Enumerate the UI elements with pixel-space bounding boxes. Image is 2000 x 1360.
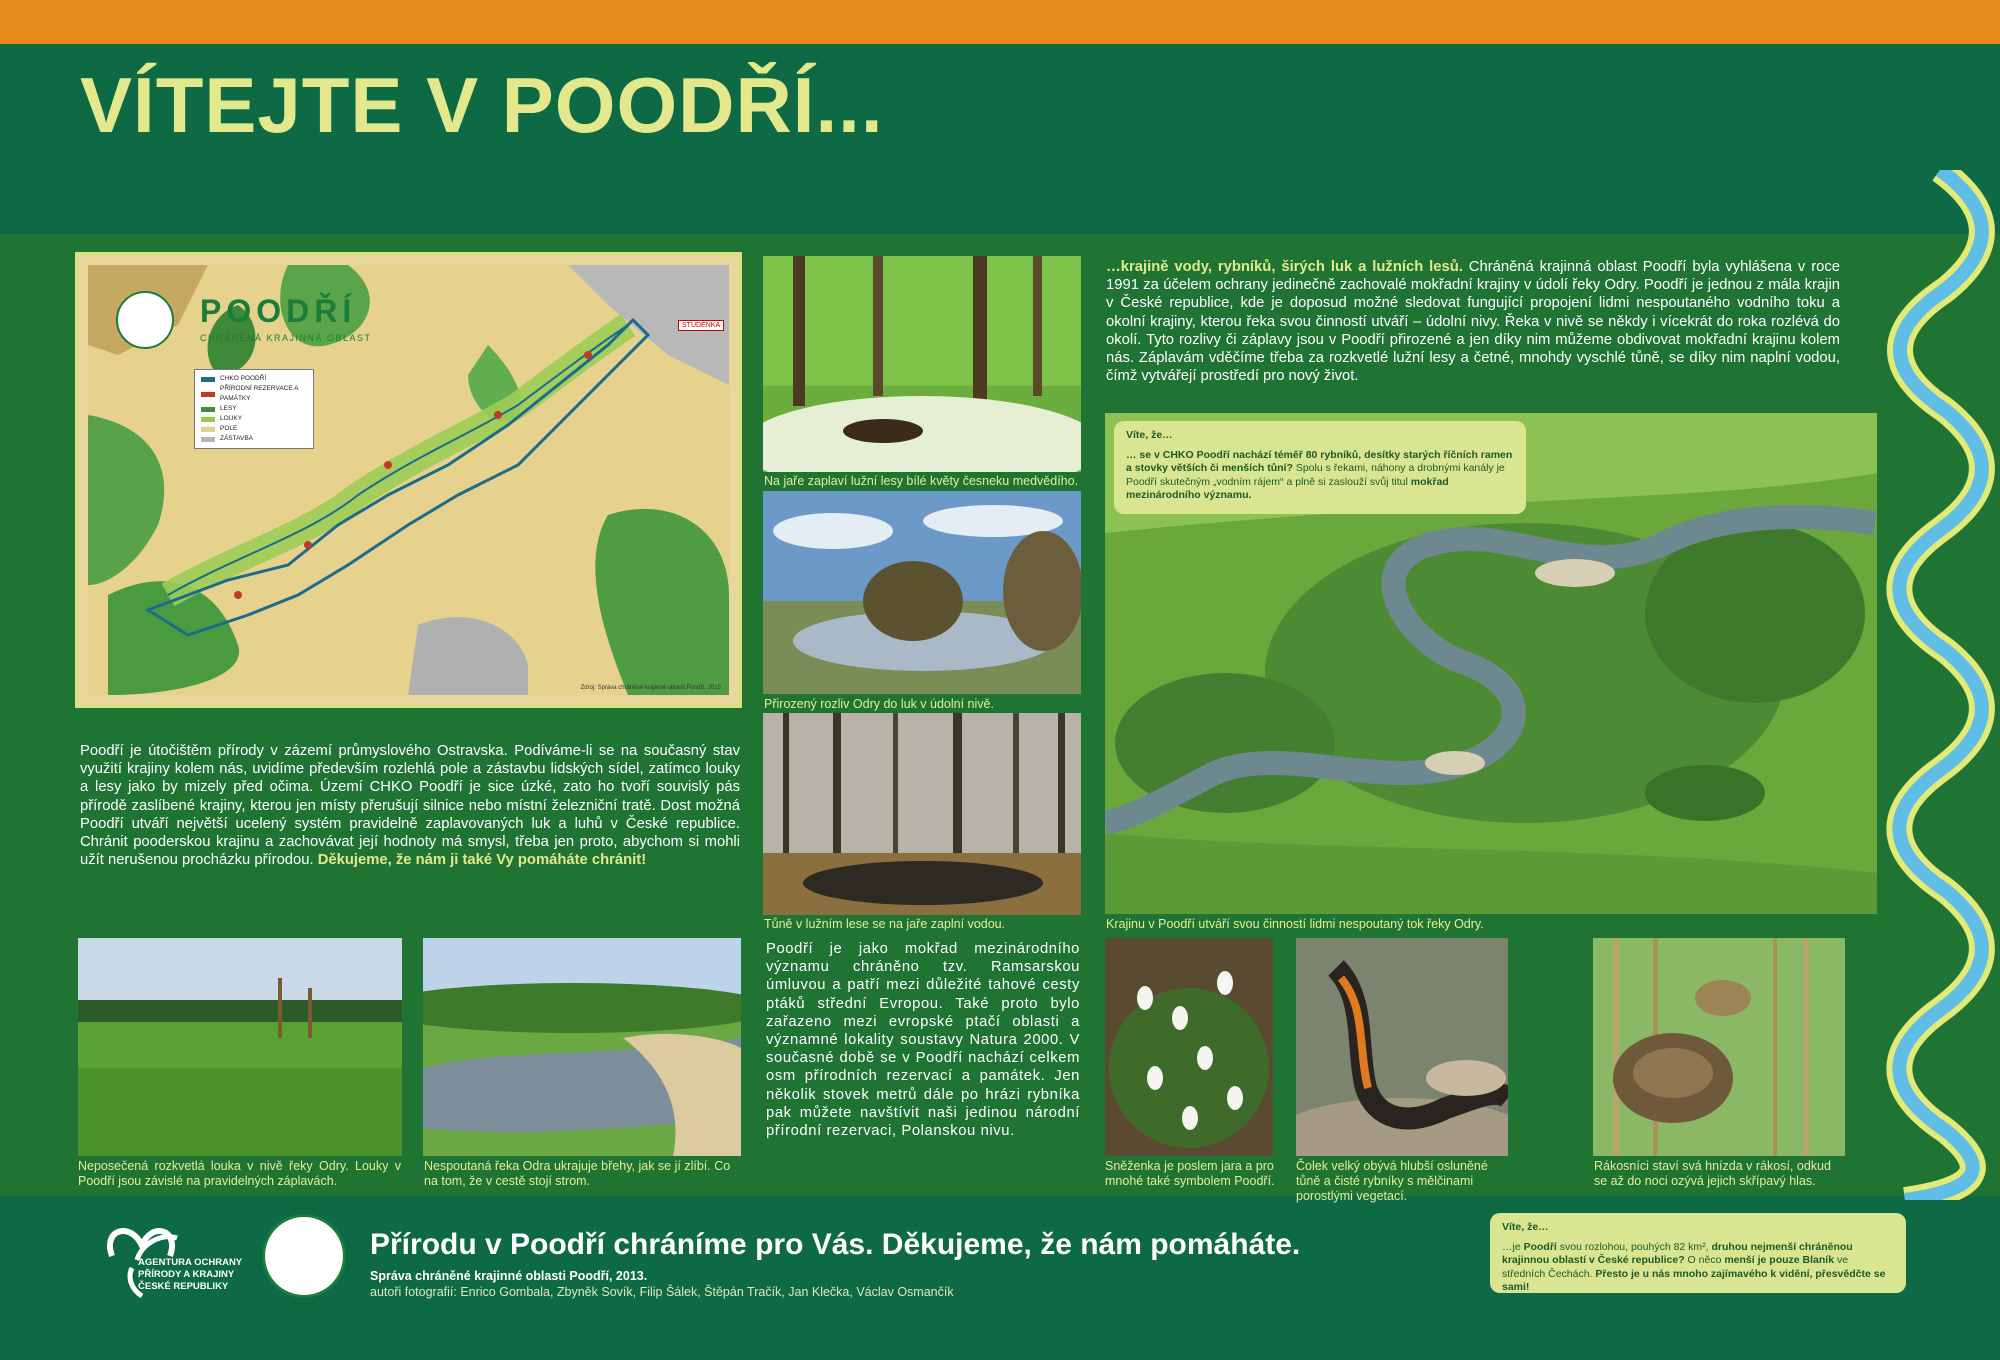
caption-newt: Čolek velký obývá hlubší osluněné tůně a čisté rybníky s mělčinami porostlými vegetací. xyxy=(1296,1159,1488,1203)
map-place-tag: STUDÉNKA xyxy=(678,320,724,331)
intro-text xyxy=(80,742,740,869)
photo-meadow xyxy=(78,938,402,1156)
photo-snowdrop xyxy=(1105,938,1273,1156)
intro-thanks: Děkujeme, že nám ji také Vy pomáháte chránit! xyxy=(317,852,647,869)
page-title: VÍTEJTE V POODŘÍ... xyxy=(80,61,884,149)
chko-logo-icon xyxy=(116,291,174,349)
chko-map xyxy=(75,252,742,708)
caption-flood: Přirozený rozliv Odry do luk v údolní nivě. xyxy=(764,697,994,711)
landscape-text xyxy=(1106,258,1840,385)
legend-swatch xyxy=(201,407,215,412)
footer-photo-credits: autoři fotografií: Enrico Gombala, Zbyněk Sovík, Filip Šálek, Štěpán Tračík, Jan Klečka, Václav Osmančík xyxy=(370,1285,954,1299)
landscape-body: Chráněná krajinná oblast Poodří byla vyhlášena v roce 1991 za účelem ochrany jedinečně zachovalé mokřadní krajiny v údolí řeky Odry. Poodří je jednou z mála krajin v České republice, kde je doposud možné sledovat fungující propojení lidmi nespoutaného vodního toku a okolní krajiny, kterou řeka svou činností utváří – údolní nivy. Řeka v nivě se někdy i vícekrát do roka rozlévá do okolí. Tyto rozlivy či záplavy jsou v Poodří přirozené a jen díky nim můžeme obdivovat mokřadní krajinu kolem nás. Záplavám vděčíme třeba za rozkvetlé lužní lesy a četné, mnohdy vyschlé tůně, se díky nim naplní vodou, čímž vytvářejí prostředí pro nový život. xyxy=(1106,259,1840,385)
intro-paragraph: Poodří je útočištěm přírody v zázemí průmyslového Ostravska. Podíváme-li se na současný stav využití krajiny kolem nás, uvidíme především rozlehlá pole a zástavbu lidských sídel, zatímco louky a lesy jako by mizely před očima. Území CHKO Poodří je sice úzké, zato ho tvoří souvislý pás přírodě zaslíbené krajiny, kterou jen místy přerušují silnice nebo místní železniční tratě. Dost možná Poodří utváří největší ucelený systém pravidelně zaplavovaných luk a luhů v České republice. Chránit pooderskou krajinu a zachovávat její hodnoty má smysl, třeba jen proto, abychom si mohli užít nerušenou procházku přírodou. xyxy=(80,743,740,869)
legend-row xyxy=(201,424,307,434)
photo-forest xyxy=(763,256,1081,472)
photo-flood xyxy=(763,491,1081,694)
caption-aerial: Krajinu v Poodří utváří svou činností lidmi nespoutaný tok řeky Odry. xyxy=(1106,917,1484,931)
map-area xyxy=(88,265,729,695)
legend-row xyxy=(201,384,307,404)
chko-poodri-logo-icon xyxy=(262,1214,346,1298)
tip-bold: … se v CHKO Poodří nachází téměř 80 rybníků, desítky starých říčních ramen a stovky větších či menších tůní? xyxy=(1126,448,1513,474)
footer-headline: Přírodu v Poodří chráníme pro Vás. Děkujeme, že nám pomáháte. xyxy=(370,1228,1301,1261)
tip-bold: mokřad mezinárodního významu. xyxy=(1126,475,1449,501)
map-credit: Zdroj: Správa chráněné krajinné oblasti Poodří, 2013 xyxy=(580,685,721,691)
photo-river xyxy=(423,938,741,1156)
caption-meadow: Neposečená rozkvetlá louka v nivě řeky Odry. Louky v Poodří jsou závislé na pravidelných záplavách. xyxy=(78,1159,401,1188)
caption-forest: Na jaře zaplaví lužní lesy bílé květy česneku medvědího. xyxy=(764,474,1079,488)
top-orange-bar xyxy=(0,0,2000,44)
map-title: POODŘÍ xyxy=(200,293,357,329)
legend-label: ZÁSTAVBA xyxy=(220,435,253,442)
caption-river: Nespoutaná řeka Odra ukrajuje břehy, jak se jí zlíbí. Co na tom, že v cestě stojí strom. xyxy=(424,1159,731,1188)
legend-label: PŘÍRODNÍ REZERVACE A PAMÁTKY xyxy=(220,385,299,402)
tip-heading: Víte, že… xyxy=(1502,1221,1549,1233)
agency-name: AGENTURA OCHRANY PŘÍRODY A KRAJINY ČESKÉ REPUBLIKY xyxy=(138,1257,242,1292)
caption-reed: Rákosníci staví svá hnízda v rákosí, odkud se až do noci ozývá jejich skřípavý hlas. xyxy=(1594,1159,1831,1188)
ramsar-text: Poodří je jako mokřad mezinárodního významu chráněno tzv. Ramsarskou úmluvou a patří mezi důležité tahové cesty ptáků střední Evropou. Také proto bylo zařazeno mezi evropské ptačí oblasti a významné lokality soustavy Natura 2000. V současné době se v Poodří nachází celkem osm přírodních rezervací a památek. Jen několik stovek metrů dále po hrázi rybníka pak můžete navštívit naši jedinou národní přírodní rezervaci, Polanskou nivu. xyxy=(766,941,1080,1140)
map-subtitle: CHRÁNĚNÁ KRAJINNÁ OBLAST xyxy=(200,333,372,343)
caption-pool: Tůně v lužním lese se na jaře zaplní vodou. xyxy=(764,917,1006,931)
map-legend xyxy=(194,369,314,449)
tip-box-wetlands xyxy=(1114,421,1526,514)
tip-heading: Víte, že… xyxy=(1126,429,1173,441)
legend-swatch xyxy=(201,377,215,382)
photo-newt xyxy=(1296,938,1508,1156)
legend-label: CHKO POODŘÍ xyxy=(220,375,267,382)
legend-swatch xyxy=(201,417,215,422)
tip-text: Spolu s řekami, náhony a drobnými kanály je Poodří skutečným „vodním rájem“ a plně si zaslouží svůj titul xyxy=(1126,462,1505,488)
tip-text: svou rozlohou, pouhých 82 km², xyxy=(1556,1240,1712,1253)
legend-swatch xyxy=(201,437,215,442)
legend-row xyxy=(201,404,307,414)
tip-bold: Přesto je u nás mnoho zajímavého k vidění, přesvědčte se sami! xyxy=(1502,1267,1886,1293)
footer-organization: Správa chráněné krajinné oblasti Poodří, 2013. xyxy=(370,1269,648,1283)
legend-label: LOUKY xyxy=(220,415,243,422)
photo-reed xyxy=(1593,938,1845,1156)
legend-swatch xyxy=(201,392,215,397)
tip-text: …je xyxy=(1502,1240,1524,1253)
tip-text: ve středních Čechách. xyxy=(1502,1254,1849,1280)
legend-swatch xyxy=(201,427,215,432)
tip-box-area xyxy=(1490,1213,1906,1293)
landscape-lead: …krajině vody, rybníků, širých luk a lužních lesů. xyxy=(1106,259,1463,275)
legend-row xyxy=(201,374,307,384)
tip-bold: druhou nejmenší chráněnou krajinnou oblastí v České republice? xyxy=(1502,1240,1853,1266)
legend-row xyxy=(201,414,307,424)
photo-pool xyxy=(763,713,1081,915)
legend-label: LESY xyxy=(220,405,237,412)
tip-text: O něco xyxy=(1684,1254,1725,1266)
legend-label: POLE xyxy=(220,425,238,432)
legend-row xyxy=(201,434,307,444)
tip-bold: Poodří xyxy=(1523,1240,1557,1253)
tip-bold: menší je pouze Blaník xyxy=(1724,1254,1835,1266)
map-terrain xyxy=(88,265,729,695)
caption-snowdrop: Sněženka je poslem jara a pro mnohé také symbolem Poodří. xyxy=(1105,1159,1275,1188)
